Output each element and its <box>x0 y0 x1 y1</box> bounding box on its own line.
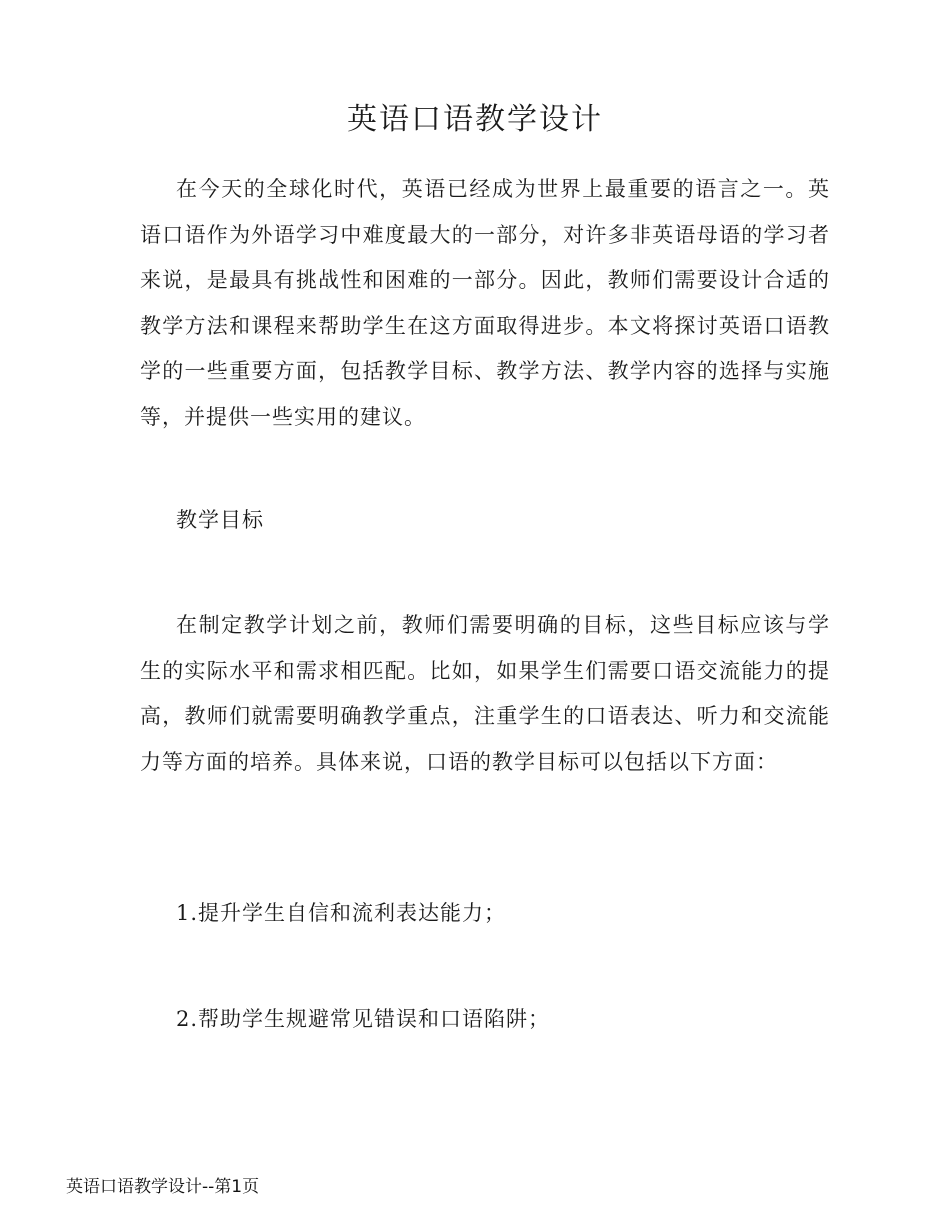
page-footer: 英语口语教学设计--第1页 <box>66 1177 260 1197</box>
document-title: 英语口语教学设计 <box>347 102 603 137</box>
list-item: 2.帮助学生规避常见错误和口语陷阱； <box>176 1007 551 1031</box>
section-heading: 教学目标 <box>176 508 264 532</box>
section-paragraph: 在制定教学计划之前，教师们需要明确的目标，这些目标应该与学生的实际水平和需求相匹配。比如，如果学生们需要口语交流能力的提高，教师们就需要明确教学重点，注重学生的口语表达、听力和交流能力等方面的培养。具体来说，口语的教学目标可以包括以下方面： <box>140 613 830 774</box>
list-item: 1.提升学生自信和流利表达能力； <box>176 901 507 925</box>
intro-paragraph: 在今天的全球化时代，英语已经成为世界上最重要的语言之一。英语口语作为外语学习中难度最大的一部分，对许多非英语母语的学习者来说，是最具有挑战性和困难的一部分。因此，教师们需要设计合适的教学方法和课程来帮助学生在这方面取得进步。本文将探讨英语口语教学的一些重要方面，包括教学目标、教学方法、教学内容的选择与实施等，并提供一些实用的建议。 <box>140 177 830 429</box>
